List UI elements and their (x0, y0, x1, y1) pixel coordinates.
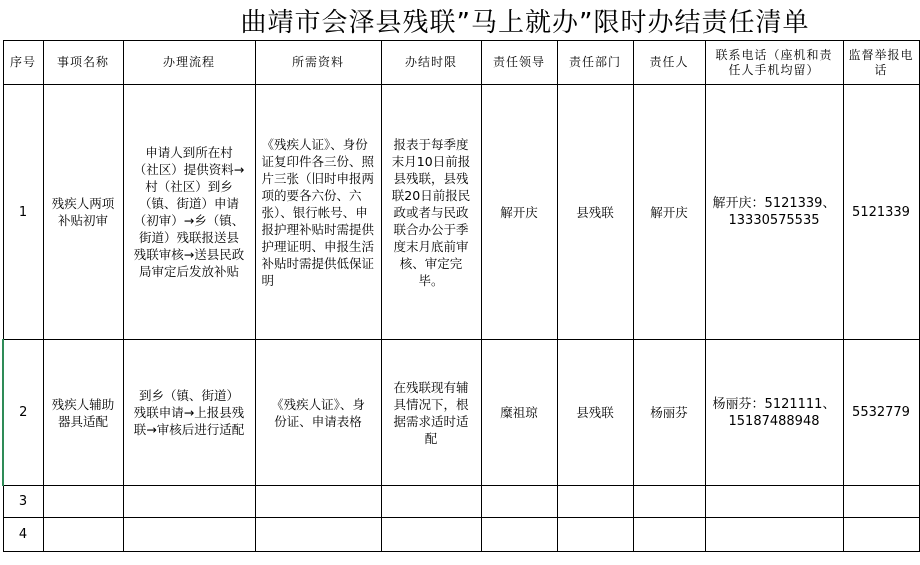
person-cell[interactable]: 解开庆 (633, 85, 705, 340)
empty-cell[interactable] (557, 518, 633, 552)
empty-cell[interactable] (255, 518, 381, 552)
row-number-cell[interactable]: 3 (3, 486, 43, 518)
empty-cell[interactable] (843, 486, 919, 518)
empty-cell[interactable] (123, 486, 255, 518)
row-number-cell[interactable]: 1 (3, 85, 43, 340)
empty-cell[interactable] (705, 486, 843, 518)
header-cell-dept[interactable]: 责任部门 (557, 41, 633, 85)
item-name-cell[interactable]: 残疾人辅助器具适配 (43, 340, 123, 486)
empty-cell[interactable] (843, 518, 919, 552)
time-limit-cell[interactable]: 报表于每季度末月10日前报县残联，县残联20日前报民政或者与民政联合办公于季度末月底前审核、审定完毕。 (381, 85, 481, 340)
phone-cell[interactable]: 解开庆：5121339、13330575535 (705, 85, 843, 340)
empty-cell[interactable] (381, 518, 481, 552)
process-cell[interactable]: 申请人到所在村（社区）提供资料→村（社区）到乡（镇、街道）申请（初审）→乡（镇、街道）残联报送县残联审核→送县民政局审定后发放补贴 (123, 85, 255, 340)
header-cell-person[interactable]: 责任人 (633, 41, 705, 85)
person-cell[interactable]: 杨丽芬 (633, 340, 705, 486)
item-name-cell[interactable]: 残疾人两项补贴初审 (43, 85, 123, 340)
empty-cell[interactable] (123, 518, 255, 552)
leader-cell[interactable]: 解开庆 (481, 85, 557, 340)
empty-cell[interactable] (43, 518, 123, 552)
table-row (3, 85, 919, 340)
empty-cell[interactable] (705, 518, 843, 552)
time-limit-cell[interactable]: 在残联现有辅具情况下，根据需求适时适配 (381, 340, 481, 486)
phone-cell[interactable]: 杨丽芬：5121111、15187488948 (705, 340, 843, 486)
header-cell-process[interactable]: 办理流程 (123, 41, 255, 85)
header-row (3, 41, 919, 85)
dept-cell[interactable]: 县残联 (557, 85, 633, 340)
row-number-cell[interactable]: 4 (3, 518, 43, 552)
report-phone-cell[interactable]: 5121339 (843, 85, 919, 340)
header-cell-no[interactable]: 序号 (3, 41, 43, 85)
empty-cell[interactable] (557, 486, 633, 518)
empty-cell[interactable] (381, 486, 481, 518)
process-cell[interactable]: 到乡（镇、街道）残联申请→上报县残联→审核后进行适配 (123, 340, 255, 486)
header-cell-phone[interactable]: 联系电话（座机和责任人手机均留） (705, 41, 843, 85)
header-cell-item[interactable]: 事项名称 (43, 41, 123, 85)
row-number-cell[interactable]: 2 (3, 340, 43, 486)
table-row (3, 518, 919, 552)
empty-cell[interactable] (481, 518, 557, 552)
empty-cell[interactable] (43, 486, 123, 518)
materials-cell[interactable]: 《残疾人证》、身份证复印件各三份、照片三张（旧时申报两项的要各六份、六张）、银行帐号、申报护理补贴时需提供护理证明、申报生活补贴时需提供低保证明 (255, 85, 381, 340)
table-row (3, 486, 919, 518)
responsibility-table (2, 40, 920, 552)
leader-cell[interactable]: 糜祖琼 (481, 340, 557, 486)
table-row (3, 340, 919, 486)
sheet-title: 曲靖市会泽县残联”马上就办”限时办结责任清单 (240, 7, 810, 38)
header-cell-materials[interactable]: 所需资料 (255, 41, 381, 85)
header-cell-time-limit[interactable]: 办结时限 (381, 41, 481, 85)
empty-cell[interactable] (633, 518, 705, 552)
empty-cell[interactable] (633, 486, 705, 518)
report-phone-cell[interactable]: 5532779 (843, 340, 919, 486)
header-cell-report[interactable]: 监督举报电话 (843, 41, 919, 85)
materials-cell[interactable]: 《残疾人证》、身份证、申请表格 (255, 340, 381, 486)
empty-cell[interactable] (255, 486, 381, 518)
header-cell-leader[interactable]: 责任领导 (481, 41, 557, 85)
empty-cell[interactable] (481, 486, 557, 518)
dept-cell[interactable]: 县残联 (557, 340, 633, 486)
